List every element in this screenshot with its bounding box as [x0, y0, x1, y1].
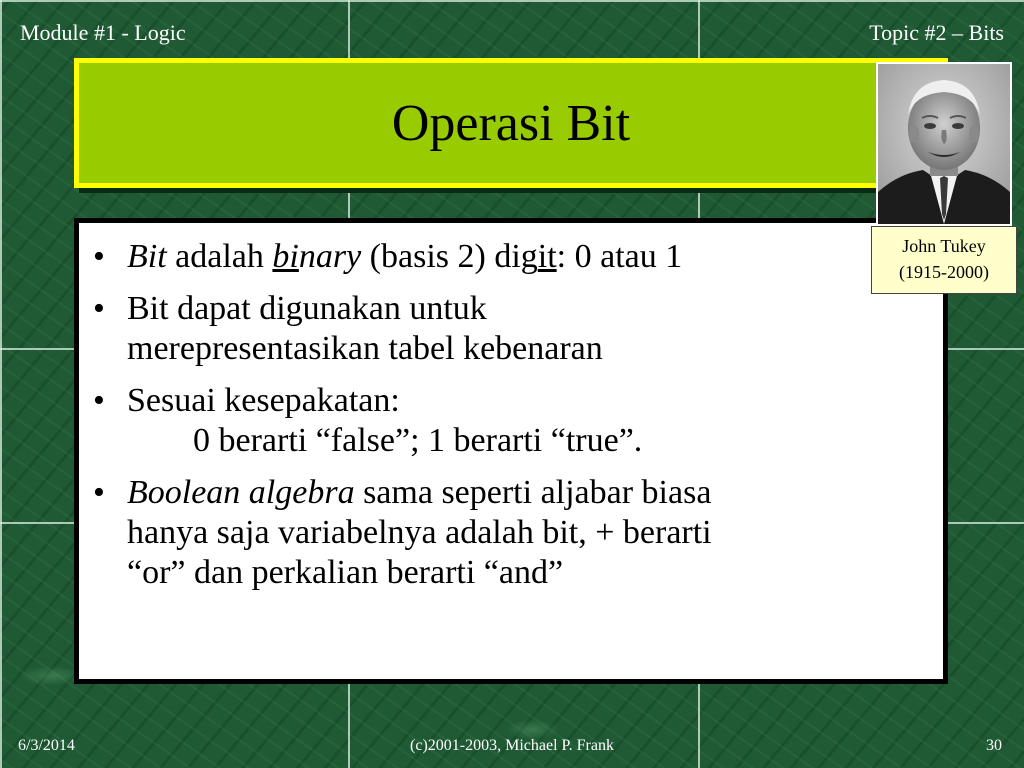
caption-name: John Tukey	[902, 236, 986, 256]
bullet-marker: •	[93, 290, 105, 327]
footer-date: 6/3/2014	[18, 737, 75, 754]
caption-years: (1915-2000)	[899, 262, 989, 282]
portrait-illustration	[878, 64, 1010, 224]
bullet-item	[79, 289, 943, 369]
bullet-text: merepresentasikan tabel kebenaran	[127, 330, 603, 367]
bullet-text: sama seperti aljabar biasa	[354, 474, 712, 511]
bullet-text: nary	[298, 238, 362, 275]
header-topic: Topic #2 – Bits	[869, 20, 1004, 45]
bullet-text: adalah	[166, 238, 273, 275]
bullet-marker: •	[93, 382, 105, 419]
portrait-photo	[876, 62, 1012, 226]
bullet-text: Bit dapat digunakan untuk	[127, 290, 487, 327]
background-gridline	[0, 0, 2, 768]
footer-page-number: 30	[986, 737, 1002, 754]
bullet-text: “or” dan perkalian berarti “and”	[127, 554, 564, 591]
bullet-marker: •	[93, 474, 105, 511]
title-box	[74, 58, 948, 188]
header-module: Module #1 - Logic	[20, 20, 186, 45]
bullet-text-underline: bi	[272, 238, 299, 275]
bullet-text: : 0 atau 1	[556, 238, 683, 275]
bullet-text-underline: it	[537, 238, 557, 275]
bullet-item	[79, 381, 943, 461]
footer-copyright: (c)2001-2003, Michael P. Frank	[410, 737, 614, 754]
bullet-text: Bit	[127, 238, 167, 275]
bullet-text: Sesuai kesepakatan:	[127, 382, 400, 419]
photo-caption	[871, 226, 1017, 294]
content-box	[74, 218, 948, 684]
bullet-text: Boolean algebra	[127, 474, 355, 511]
bullet-list	[79, 223, 943, 593]
bullet-item	[79, 237, 943, 277]
bullet-item	[79, 473, 943, 593]
bullet-text: hanya saja variabelnya adalah bit, + berarti	[127, 514, 712, 551]
bullet-marker: •	[93, 238, 105, 275]
slide-title: Operasi Bit	[391, 94, 631, 152]
bullet-text: 0 berarti “false”; 1 berarti “true”.	[193, 422, 643, 459]
bullet-text: (basis 2) dig	[361, 238, 538, 275]
background-gridline	[0, 0, 1024, 2]
